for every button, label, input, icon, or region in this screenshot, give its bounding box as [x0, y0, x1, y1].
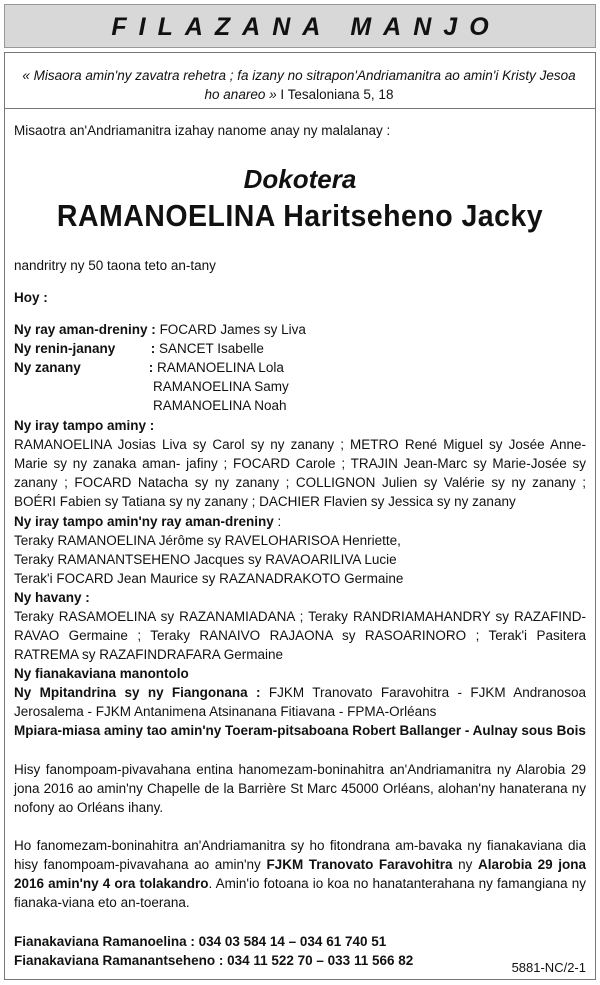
- page-title: FILAZANA MANJO: [111, 13, 501, 41]
- parents-value: FOCARD James sy Liva: [159, 322, 306, 337]
- siblings-label: Ny iray tampo aminy :: [14, 418, 155, 433]
- cousins-label: Ny havany :: [14, 590, 90, 605]
- cousins-text: Teraky RASAMOELINA sy RAZANAMIADANA ; Teraky RANDRIAMAHANDRY sy RAZAFIND-RAVAO Germaine ; Teraky RANAIVO RAJAONA sy RASOARINORO ; Terak'i Pasitera RATREMA sy RAZAFINDRAFARA Germaine: [14, 609, 586, 662]
- bible-verse: [18, 66, 580, 104]
- announcement-text: ny: [458, 857, 473, 872]
- announcement-text: . Amin'io fotoana io koa no hanatanterahana ny famangiana ny fianaka-viana eto an-toerana.: [14, 876, 586, 910]
- announcement-date: Alarobia 29 jona 2016 amin'ny 4 ora tolakandro: [14, 857, 586, 891]
- children-label: Ny zanany: [14, 360, 81, 375]
- churches-text: FJKM Tranovato Faravohitra - FJKM Andranosoa Jerosalema - FJKM Antanimena Atsinanana Fitiavana - FPMA-Orléans: [14, 685, 587, 719]
- parents-siblings-line: Teraky RAMANOELINA Jérôme sy RAVELOHARISOA Henriette,: [14, 533, 401, 548]
- child-name: RAMANOELINA Lola: [157, 360, 284, 375]
- intro-text: Misaotra an'Andriamanitra izahay nanome anay ny malalanay :: [14, 123, 391, 138]
- parents-siblings-row: [14, 512, 586, 531]
- announcement-church-name: FJKM Tranovato Faravohitra: [266, 857, 453, 872]
- contact-line: Fianakaviana Ramanoelina : 034 03 584 14 – 034 61 740 51: [14, 934, 387, 949]
- age-line: nandritry ny 50 taona teto an-tany: [14, 258, 216, 273]
- divider: [4, 108, 596, 109]
- deceased-title: Dokotera: [243, 164, 357, 194]
- verse-reference: I Tesaloniana 5, 18: [280, 87, 394, 102]
- contact-line: Fianakaviana Ramanantseheno : 034 11 522 70 – 033 11 566 82: [14, 953, 414, 968]
- parents-in-law-row: [14, 339, 586, 358]
- announcement-church: [14, 836, 586, 912]
- parents-in-law-label: Ny renin-janany: [14, 341, 116, 356]
- announcement-text: Ho fanomezam-boninahitra an'Andriamanitra sy ho fitondrana am-bavaka ny fianakaviana dia hisy fanompoam-pivavahana ao amin'ny: [14, 838, 586, 872]
- parents-in-law-sep: :: [150, 341, 156, 356]
- deceased-name: RAMANOELINA Haritseheno Jacky: [56, 198, 544, 233]
- hoy-label: Hoy :: [14, 290, 48, 305]
- siblings-text: RAMANOELINA Josias Liva sy Carol sy ny zanany ; METRO René Miguel sy Josée Anne-Marie sy ny zanaka aman- jafiny ; FOCARD Carole ; TRAJIN Jean-Marc sy Marie-Josée sy zanany ; FOCARD Natacha sy ny zanany ; COLLIGNON Julien sy Valérie sy ny zanany ; BOÉRI Fabien sy Tatiana sy ny zanany ; DACHIER Flavien sy Jessica sy ny zanany: [14, 437, 586, 509]
- children-row: [14, 358, 586, 377]
- parents-siblings-sep: :: [273, 514, 282, 529]
- churches-label: Ny Mpitandrina sy ny Fiangonana :: [14, 685, 261, 700]
- parents-label: Ny ray aman-dreniny :: [14, 322, 156, 337]
- parents-row: [14, 320, 586, 339]
- parents-siblings-line: Terak'i FOCARD Jean Maurice sy RAZANADRAKOTO Germaine: [14, 571, 404, 586]
- children-sep: :: [148, 360, 154, 375]
- parents-siblings-line: Teraky RAMANANTSEHENO Jacques sy RAVAOARILIVA Lucie: [14, 552, 397, 567]
- child-name: RAMANOELINA Noah: [153, 398, 287, 413]
- parents-siblings-label: Ny iray tampo amin'ny ray aman-dreniny: [14, 514, 274, 529]
- churches-row: [14, 683, 586, 721]
- colleagues-line: Mpiara-miasa aminy tao amin'ny Toeram-pitsaboana Robert Ballanger - Aulnay sous Bois: [14, 723, 586, 738]
- child-name: RAMANOELINA Samy: [153, 379, 289, 394]
- reference-code: 5881-NC/2-1: [511, 960, 586, 975]
- header-banner: [4, 4, 596, 48]
- families-line: Ny fianakaviana manontolo: [14, 666, 189, 681]
- verse-text: « Misaora amin'ny zavatra rehetra ; fa izany no sitrapon'Andriamanitra ao amin'i Kristy Jesoa ho anareo »: [22, 68, 576, 102]
- parents-in-law-value: SANCET Isabelle: [159, 341, 264, 356]
- announcement-service: Hisy fanompoam-pivavahana entina hanomezam-boninahitra an'Andriamanitra ny Alarobia 29 jona 2016 ao amin'ny Chapelle de la Barrière St Marc 45000 Orléans, alohan'ny hanaterana ny nofony ao Orléans ihany.: [14, 762, 586, 815]
